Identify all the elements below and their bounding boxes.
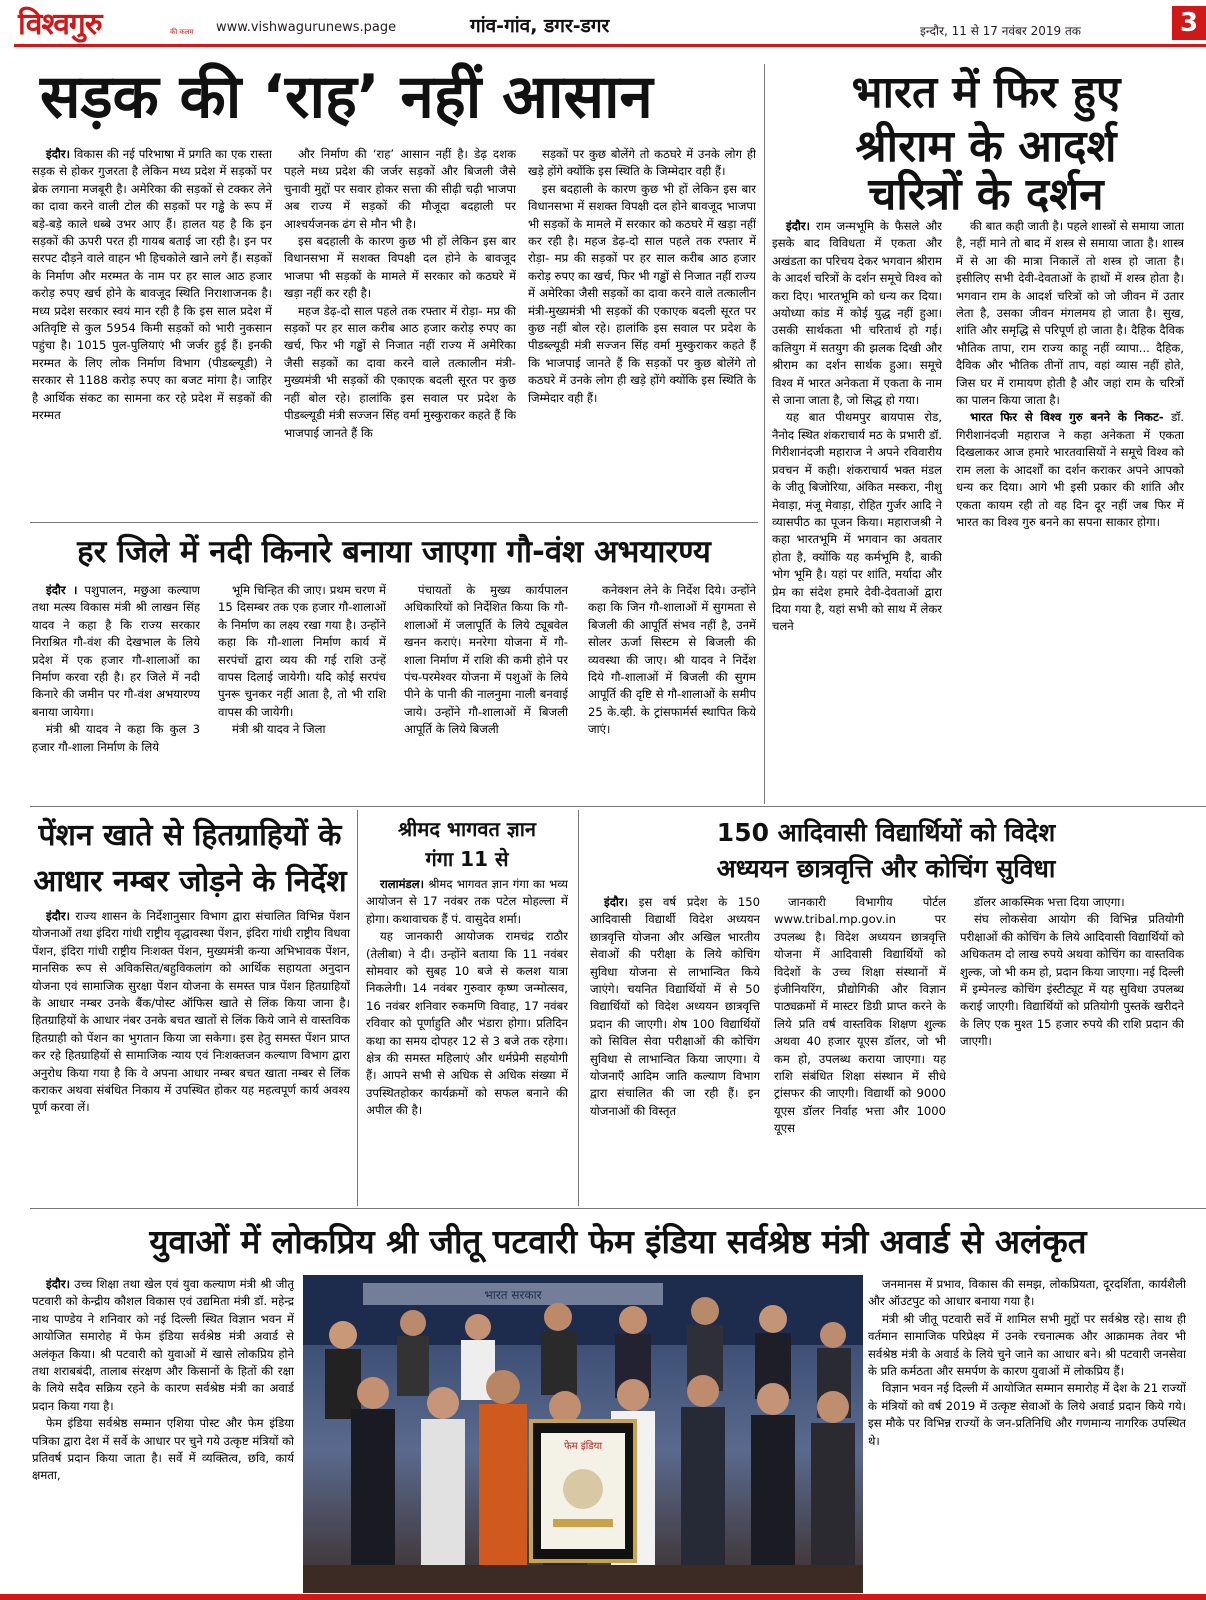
story-gaushala-col3: पंचायतों के मुख्य कार्यपालन अधिकारियों को निर्देशित किया कि गौ-शालाओं में जलापूर्ति के लिये ट्यूबवेल खनन कराएं। मनरेगा योजना में गौ-शाला निर्माण में राशि की कमी होने पर पंच-परमेश्वर योजना में पशुओं के लिये पीने के पानी की नालनुमा नाली बनवाई जाये। उन्होंने गौ-शालाओं में बिजली आपूर्ति के लिये बिजली (404, 583, 568, 737)
story-headline-gaushala: हर जिले में नदी किनारे बनाया जाएगा गौ-वंश अभयारण्य (77, 534, 711, 570)
award-frame (531, 1421, 635, 1561)
story-gaushala-col1: इंदौर । पशुपालन, मछुआ कल्याण तथा मत्स्य विकास मंत्री श्री लाखन सिंह यादव ने कहा है कि राज्य सरकार निराश्रित गौ-वंश की देखभाल के लिये प्रदेश में एक हजार गौ-शालाओं का निर्माण करवा रही है। हर जिले में नदी किनारे की जमीन पर गौ-वंश अभयारण्य बनाया जायेगा। मंत्री श्री यादव ने कहा कि कुल 3 हजार गौ-शाला निर्माण के लिये (32, 583, 200, 754)
dateline: इन्दौर, 11 से 17 नवंबर 2019 तक (920, 24, 1082, 38)
story-headline-ram-line2: श्रीराम के आदर्श (855, 121, 1117, 172)
story-headline-patwari: युवाओं में लोकप्रिय श्री जीतू पटवारी फेम इंडिया सर्वश्रेष्ठ मंत्री अवार्ड से अलंकृत (149, 1222, 1087, 1261)
column-rule (764, 64, 765, 804)
logo-tagline: की कलम (170, 28, 194, 36)
story-headline-tribal-line1: 150 आदिवासी विद्यार्थियों को विदेश (716, 818, 1056, 847)
story-pension-body: इंदौर। राज्य शासन के निर्देशानुसार विभाग द्वारा संचालित विभिन्न पेंशन योजनाओं तथा इंदिरा गांधी राष्ट्रीय वृद्धावस्था पेंशन, इंदिरा गांधी राष्ट्रीय विधवा पेंशन, इंदिरा गांधी राष्ट्रीय निःशक्त पेंशन, मुख्यमंत्री कन्या अभिभावक पेंशन, मानसिक रूप से अविकसित/बहुविकलांग को आर्थिक सहायता अनुदान योजना एवं सामाजिक सुरक्षा पेंशन योजना के समस्त पात्र पेंशन हितग्राहियों के आधार नम्बर उनके बैंक/पोस्ट ऑफिस खाते से लिंक किया जाना है। हितग्राहियों के आधार नंबर उनके बचत खातों से लिंक किये जाने से वास्तविक हितग्राही को पेंशन का भुगतान किया जा सकेगा। इस हेतु समस्त पेंशन प्राप्त कर रहे हितग्राहियों से सामाजिक न्याय एवं निःशक्तजन कल्याण विभाग द्वारा अनुरोध किया गया है कि वे अपना आधार नम्बर बचत खाता नम्बर से लिंक कराकर अथवा संबंधित निकाय में उपस्थित होकर यह महत्वपूर्ण कार्य अवश्य पूर्ण करवा लें। (32, 909, 350, 1115)
website-link[interactable]: www.vishwagurunews.page (216, 20, 397, 35)
column-rule (578, 810, 579, 1206)
story-roads-col1: इंदौर। विकास की नई परिभाषा में प्रगति का एक रास्ता सड़क से होकर गुजरता है लेकिन मध्य प्रदेश में सड़कों पर ब्रेक लगाना मजबूरी है। अमेरिका की सड़कों से टक्कर लेने का दावा करने वाली टोल की सड़कों पर गड्ढे के रूप में बड़े-बड़े काले धब्बे उभर आए हैं। हालत यह है कि इन सड़कों की ऊपरी परत ही गायब बताई जा रही है। इन पर सरपट दौड़ने वाले वाहन भी हिचकोले खाने लगे हैं। सड़कों के निर्माण और मरम्मत के नाम पर हर साल आठ हजार करोड़ रुपए खर्च होने के बावजूद स्थिति निराशाजनक है। मध्य प्रदेश सरकार स्वयं मान रही है कि इस साल प्रदेश में अतिवृष्टि से कुल 5954 किमी सड़कों को भारी नुकसान पहुंचा है। 1015 पुल-पुलियाएं भी जर्जर हुई हैं। इनकी मरम्मत के लिए लोक निर्माण विभाग (पीडब्ल्यूडी) ने सरकार से 1188 करोड़ रुपए का बजट मांगा है। जाहिर है आर्थिक संकट का सामना कर रहे प्रदेश में सड़कों की मरम्मत (32, 147, 272, 423)
story-headline-pension-line2: आधार नम्बर जोड़ने के निर्देश (33, 864, 347, 899)
story-bhagwat-body: रालामंडल। श्रीमद भागवत ज्ञान गंगा का भव्य आयोजन से 17 नवंबर तक पटेल मोहल्ला में होगा। कथावाचक हैं पं. वासुदेव शर्मा। यह जानकारी आयोजक रामचंद्र राठौर (तेलीबा) ने दी। उन्होंने बताया कि 11 नवंबर सोमवार को सुबह 10 बजे से कलश यात्रा निकलेगी। 14 नवंबर गुरुवार कृष्ण जन्मोत्सव, 16 नवंबर शनिवार रुकमणि विवाह, 17 नवंबर रविवार को पूर्णाहुति और भंडारा होगा। प्रतिदिन कथा का समय दोपहर 12 से 3 बजे तक रहेगा। क्षेत्र की समस्त महिलाएं और धर्मप्रेमी सहयोगी हैं। आपने सभी से अधिक से अधिक संख्या में उपस्थितहोकर कार्यक्रमों को सफल बनाने की अपील की है। (366, 877, 568, 1118)
column-rule (357, 810, 358, 1206)
masthead-divider (14, 44, 1206, 47)
story-tribal-col1: इंदौर। इस वर्ष प्रदेश के 150 आदिवासी विद्यार्थी विदेश अध्ययन छात्रवृत्ति योजना और अखिल भारतीय सेवाओं की परीक्षा के लिये कोचिंग सुविधा योजना से लाभान्वित किये जाएंगे। चयनित विद्यार्थियों में से 50 विद्यार्थियों को विदेश अध्ययन छात्रवृत्ति प्रदान की जाएगी। शेष 100 विद्यार्थियों को सिविल सेवा परीक्षाओं की कोचिंग सुविधा से लाभान्वित किया जाएगा। ये योजनाएँ आदिम जाति कल्याण विभाग द्वारा संचालित की जा रही हैं। इन योजनाओं की विस्तृत (590, 895, 760, 1118)
section-rule (30, 1208, 1206, 1209)
story-headline-roads: सड़क की ‘राह’ नहीं आसान (40, 62, 653, 132)
story-headline-ram-line1: भारत में फिर हुए (851, 67, 1121, 118)
story-headline-bhagwat-line1: श्रीमद भागवत ज्ञान (398, 817, 536, 841)
photo-banner-text: भारत सरकार (484, 1288, 542, 1302)
story-gaushala-col4: कनेक्शन लेने के निर्देश दिये। उन्होंने कहा कि जिन गौ-शालाओं में सुगमता से बिजली की आपूर्ति संभव नहीं है, उनमें सोलर ऊर्जा सिस्टम से बिजली की व्यवस्था की जाए। श्री यादव ने निर्देश दिये गौ-शालाओं में बिजली की सुगम आपूर्ति की दृष्टि से गौ-शालाओं के समीप 25 के.व्ही. के ट्रांसफार्मर्स स्थापित किये जाएं। (588, 583, 756, 737)
section-rule (30, 522, 758, 523)
story-headline-tribal-line2: अध्ययन छात्रवृत्ति और कोचिंग सुविधा (716, 854, 1056, 883)
story-tribal-col2: जानकारी विभागीय पोर्टल www.tribal.mp.gov.in पर उपलब्ध है। विदेश अध्ययन छात्रवृत्ति योजना में आदिवासी विद्यार्थियों को विदेशों के उच्च शिक्षा संस्थानों में इंजीनियरिंग, प्रौद्योगिकी और विज्ञान पाठ्यक्रमों में मास्टर डिग्री प्राप्त करने के लिये प्रति वर्ष वास्तविक शिक्षण शुल्क अथवा 40 हजार यूएस डॉलर, जो भी कम हो, उपलब्ध कराया जाएगा। यह राशि संबंधित शिक्षा संस्थान में सीधे ट्रांसफर की जाएगी। विद्यार्थी को 9000 यूएस डॉलर निर्वाह भत्ता और 1000 यूएस (774, 895, 946, 1136)
page-number: 3 (1172, 6, 1206, 40)
story-gaushala-col2: भूमि चिन्हित की जाए। प्रथम चरण में 15 दिसम्बर तक एक हजार गौ-शालाओं के निर्माण का लक्ष्य रखा गया है। उन्होंने कहा कि गौ-शाला निर्माण कार्य में सरपंचों द्वारा व्यय की गई राशि उन्हें वापस दिलाई जायेगी। यदि कोई सरपंच पुनरू चुनकर नहीं आता है, तो भी राशि वापस की जायेगी। मंत्री श्री यादव ने जिला (218, 583, 386, 737)
story-tribal-col3: डॉलर आकस्मिक भत्ता दिया जाएगा। संघ लोकसेवा आयोग की विभिन्न प्रतियोगी परीक्षाओं की कोचिंग के लिये आदिवासी विद्यार्थियों को अधिकतम दो लाख रुपये अथवा कोचिंग का वास्तविक शुल्क, जो भी कम हो, प्रदान किया जाएगा। नई दिल्ली में इम्पेनल्ड कोचिंग इंस्टीट्यूट में यह सुविधा उपलब्ध कराई जाएगी। विद्यार्थियों को प्रतियोगी पुस्तकें खरीदने के लिए एक मुश्त 15 हजार रुपये की राशि प्रदान की जाएगी। (960, 895, 1184, 1049)
footer-bar (0, 1594, 1206, 1600)
story-ram-col1: इंदौर। राम जन्मभूमि के फैसले और इसके बाद विविधता में एकता और अखंडता का परिचय देकर भगवान श्रीराम के आदर्श चरित्रों के दर्शन समूचे विश्व को करा दिए। भारतभूमि को धन्य कर दिया। अयोध्या कांड में कोई युद्ध नहीं हुआ। उसकी सार्थकता भी चरितार्थ हो गई। कलियुग में सतयुग की झलक दिखी और श्रीराम का दर्शन सार्थक हुआ। समूचे विश्व में भारत अनेकता में एकता के नाम से जाना जाता है, जो सिद्ध हो गया। यह बात पीथमपुर बायपास रोड, नैनोद स्थित शंकराचार्य मठ के प्रभारी डॉ. गिरीशानंदजी महाराज ने अपने रविवारीय प्रवचन में कही। शंकराचार्य भक्त मंडल के जीतू बिजोरिया, अंकित मस्करा, नीशु मेवाड़ा, मंजू मेवाड़ा, रोहित गुर्जर आदि ने व्यासपीठ का पूजन किया। महाराजश्री ने कहा भारतभूमि में भगवान का अवतार होता है, क्योंकि यह कर्मभूमि है, बाकी भोग भूमि है। यहां पर शांति, मर्यादा और प्रेम का संदेश हमारे देवी-देवताओं द्वारा दिया गया है, यहां सभी को साथ में लेकर चलने (772, 219, 942, 634)
masthead-tagline: गांव-गांव, डगर-डगर (470, 15, 610, 37)
story-patwari-col1: इंदौर। उच्च शिक्षा तथा खेल एवं युवा कल्याण मंत्री श्री जीतू पटवारी को केन्द्रीय कौशल विकास एवं उद्यमिता मंत्री डॉ. महेन्द्र नाथ पाण्डेय ने शनिवार को नई दिल्ली स्थित विज्ञान भवन में आयोजित समारोह में फेम इंडिया सर्वश्रेष्ठ मंत्री अवार्ड से अलंकृत किया। श्री पटवारी को युवाओं में खासे लोकप्रिय होने तथा शराबबंदी, तालाब संरक्षण और किसानों के हितों की रक्षा के लिये सदैव सक्रिय रहने के कारण सर्वश्रेष्ठ मंत्री का अवार्ड प्रदान किया गया है। फेम इंडिया सर्वश्रेष्ठ सम्मान एशिया पोस्ट और फेम इंडिया पत्रिका द्वारा देश में सर्वे के आधार पर चुने गये उत्कृष्ट मंत्रियों को प्रतिवर्ष प्रदान किया जाता है। सर्वे में व्यक्तित्व, छवि, कार्य क्षमता, (32, 1277, 294, 1483)
award-photo-illustration (303, 1275, 863, 1593)
masthead (0, 0, 1206, 44)
story-patwari-col2: जनमानस में प्रभाव, विकास की समझ, लोकप्रियता, दूरदर्शिता, कार्यशैली और ऑउटपुट को आधार बनाया गया है। मंत्री श्री जीतू पटवारी सर्वे में शामिल सभी मुद्दों पर सर्वश्रेष्ठ रहे। साथ ही वर्तमान सामाजिक परिप्रेक्ष्य में उनके रचनात्मक और आक्रामक तेवर भी सर्वश्रेष्ठ मंत्री के अवार्ड के लिये चुने जाने का आधार बने। श्री पटवारी जनसेवा के प्रति कर्मठता और समर्पण के कारण युवाओं में लोकप्रिय हैं। विज्ञान भवन नई दिल्ली में आयोजित सम्मान समारोह में देश के 21 राज्यों के मंत्रियों को वर्ष 2019 में उत्कृष्ट सेवाओं के लिये अवार्ड प्रदान किये गये। इस मौके पर विभिन्न राज्यों के जन-प्रतिनिधि और गणमान्य नागरिक उपस्थित थे। (868, 1277, 1186, 1448)
logo[interactable]: विश्वगुरु (18, 7, 102, 42)
story-roads-col3: सड़कों पर कुछ बोलेंगे तो कठघरे में उनके लोग ही खड़े होंगे क्योंकि इस स्थिति के जिम्मेदार वही हैं। इस बदहाली के कारण कुछ भी हों लेकिन इस बार विधानसभा में सशक्त विपक्षी दल होने बावजूद भाजपा भी सड़कों के मामले में सरकार को कठघरे में खड़ा नहीं कर रही है। महज डेढ़-दो साल पहले तक रफ्तार में रोड़ा- मप्र की सड़कों पर हर साल करीब आठ हजार करोड़ रुपए का खर्च, फिर भी गड्ढों से निजात नहीं राज्य में अमेरिका जैसी सड़कों का दावा करने वाले तत्कालीन मंत्री-मुख्यमंत्री भी सड़कों की एकाएक बदली सूरत पर कुछ नहीं बोल रहे। हालांकि इस सवाल पर प्रदेश के पीडब्ल्यूडी मंत्री सज्जन सिंह वर्मा मुस्कुराकर कहते हैं कि भाजपाई जानते हैं कि सड़कों पर कुछ बोलेंगे तो कठघरे में उनके लोग ही खड़े होंगे क्योंकि इस स्थिति के जिम्मेदार वही हैं। (528, 147, 756, 405)
award-frame-title: फेम इंडिया (563, 1441, 603, 1452)
award-ceremony-photo (303, 1275, 863, 1593)
section-rule (30, 806, 1206, 807)
story-headline-pension-line1: पेंशन खाते से हितग्राहियों के (38, 818, 342, 853)
story-ram-col2: की बात कही जाती है। पहले शास्त्रों से समाया जाता है, नहीं माने तो बाद में शस्त्र से समाया जाता है। शास्त्र में से आ की मात्रा निकालें तो शस्त्र हो जाता है। इसीलिए सभी देवी-देवताओं के हाथों में शस्त्र होता है। भगवान राम के आदर्श चरित्रों को जो जीवन में उतार लेता है, उसका जीवन मंगलमय हो जाता है। सुख, शांति और समृद्धि से परिपूर्ण हो जाता है। दैहिक दैविक भौतिक तापा, राम राज्य काहू नहीं व्यापा... दैहिक, दैविक और भौतिक तीनों ताप, वहां व्यास नहीं होते, जिस घर में रामायण होती है और जहां राम के चरित्रों का पालन किया जाता है। भारत फिर से विश्व गुरु बनने के निकट- डॉ. गिरीशानंदजी महाराज ने कहा अनेकता में एकता दिखलाकर आज हमारे भारतवासियों ने समूचे विश्व को राम लला के आदर्शों का दर्शन कराकर अपने आपको धन्य कर दिया। आगे भी इसी प्रकार की शांति और एकता कायम रही तो वह दिन दूर नहीं जब फिर में भारत का विश्व गुरु बनने का सपना साकार होगा। (956, 219, 1184, 529)
story-headline-bhagwat-line2: गंगा 11 से (425, 847, 509, 871)
story-headline-ram-line3: चरित्रों के दर्शन (868, 169, 1104, 220)
story-roads-col2: और निर्माण की ‘राह’ आसान नहीं है। डेढ़ दशक पहले मध्य प्रदेश की जर्जर सड़कों और बिजली जैसे चुनावी मुद्दों पर सवार होकर सत्ता की सीढ़ी चढ़ी भाजपा अब राज्य में सड़कों की मौजूदा बदहाली पर आश्चर्यजनक ढंग से मौन भी है। इस बदहाली के कारण कुछ भी हों लेकिन इस बार विधानसभा में सशक्त विपक्षी दल होने के बावजूद भाजपा भी सड़कों के मामले में सरकार को कठघरे में खड़ा नहीं कर रही है। महज डेढ़-दो साल पहले तक रफ्तार में रोड़ा- मप्र की सड़कों पर हर साल करीब आठ हजार करोड़ रुपए का खर्च, फिर भी गड्ढों से निजात नहीं राज्य में अमेरिका जैसी सड़कों का दावा करने वाले तत्कालीन मंत्री-मुख्यमंत्री भी सड़कों की एकाएक बदली सूरत पर कुछ नहीं बोल रहे। हालांकि इस सवाल पर प्रदेश के पीडब्ल्यूडी मंत्री सज्जन सिंह वर्मा मुस्कुराकर कहते हैं कि भाजपाई जानते हैं कि (284, 147, 516, 440)
